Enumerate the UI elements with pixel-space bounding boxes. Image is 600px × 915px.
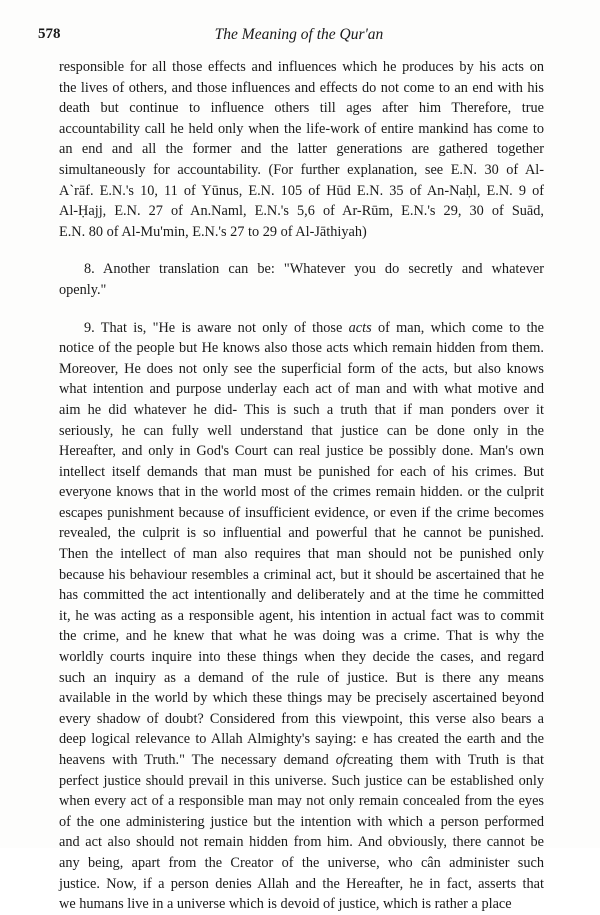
text-line: and act also should not remain hidden from him. And obviously, there cannot be (59, 834, 544, 851)
text-line: because his behaviour resembles a criminal act, but it should be ascertained that he (59, 566, 544, 583)
text-line: escapes punishment because of insufficient evidence, or even if the crime becomes (59, 504, 544, 521)
text-line: 8. Another translation can be: "Whatever you do secretly and whatever (84, 261, 544, 278)
text-line: everyone knows that in the world most of the crimes remain hidden. or the culprit (59, 484, 544, 501)
emphasis-text: of (335, 752, 347, 768)
text-line: Hereafter, and only in God's Court can real justice be possibly done. Man's own (59, 443, 544, 460)
text-line: the lives of others, and those influences and effects do not come to an end with his (59, 79, 544, 96)
text-line: deep logical relevance to Allah Almighty's saying: e has created the earth and the (59, 731, 544, 748)
text-line: revealed, the culprit is so influential and powerful that he cannot be punished. (59, 525, 544, 542)
text-line: responsible for all those effects and influences which he produces by his acts on (59, 59, 544, 75)
text-line: what intention and purpose underlay each act of man and with what motive and (59, 381, 544, 398)
text-line: aim he did whatever he did- This is such a truth that if man ponders over it (59, 401, 544, 418)
text-line: when every act of a responsible man may not only remain concealed from the eyes (59, 793, 544, 810)
text-line: simultaneously for accountability. (For further explanation, see E.N. 30 of Al- (59, 161, 544, 178)
text-line: has committed the act intentionally and deliberately and at the time he committed (59, 587, 544, 604)
paragraph-note-8 (59, 259, 544, 300)
text-line: such an inquiry as a demand of the rule of justice. But is there any means (59, 669, 544, 686)
text-line: death but continue to influence others till ages after him Therefore, true (59, 100, 544, 117)
text-line: notice of the people but He knows also those acts which remain hidden from them. (59, 340, 544, 357)
text-line: Al-Ḥajj, E.N. 27 of An.Naml, E.N.'s 5,6 of Ar-Rūm, E.N.'s 29, 30 of Suād, (59, 203, 544, 220)
running-title: The Meaning of the Qur'an (214, 26, 384, 43)
text-line: A`rāf. E.N.'s 10, 11 of Yūnus, E.N. 105 of Hūd E.N. 35 of An-Naḥl, E.N. 9 of (59, 182, 544, 199)
text-line: openly." (59, 281, 107, 298)
page-header (38, 26, 560, 46)
text-line: of the one administering justice but the intention with which a person performed (59, 813, 544, 830)
paragraph-note-9 (59, 318, 544, 915)
text-line: justice. Now, if a person denies Allah and the Hereafter, he in fact, asserts that (59, 875, 544, 892)
text-line: heavens with Truth." The necessary demand ofcreating them with Truth is that (59, 752, 544, 768)
text-line: worldly courts inquire into these things when they decide the cases, and regard (59, 649, 544, 666)
emphasis-text: acts (348, 319, 372, 336)
text-line: seriously, he can fully well understand that justice can be done only in the (59, 422, 544, 439)
text-line: accountability call he held only when the life-work of entire mankind has come to (59, 120, 544, 137)
text-line: any being, apart from the Creator of the universe, who cân administer such (59, 854, 544, 871)
text-line: Moreover, He does not only see the superficial form of the acts, but also knows (59, 360, 544, 377)
text-line: we humans live in a universe which is devoid of justice, which is rather a place (59, 896, 512, 913)
page-number: 578 (38, 26, 61, 42)
text-line: available in the world by which these things may be precisely ascertained beyond (59, 690, 544, 707)
text-line: E.N. 80 of Al-Mu'min, E.N.'s 27 to 29 of Al-Jāthiyah) (59, 223, 367, 240)
text-line: it, he was acting as a responsible agent, his intention in actual fact was to commit (59, 607, 544, 624)
page-body (59, 57, 544, 915)
text-line: an end and all the former and the latter generations are gathered together (59, 141, 544, 158)
text-line: 9. That is, "He is aware not only of those acts of man, which come to the (84, 319, 544, 336)
text-line: the crime, and he knew that what he was doing was a crime. That is why the (59, 628, 544, 645)
text-line: Then the intellect of man also requires that man should not be punished only (59, 546, 544, 563)
paragraph-note-continuation (59, 57, 544, 242)
text-line: every shadow of doubt? Considered from this viewpoint, this verse also bears a (59, 710, 544, 727)
text-line: intellect itself demands that man must be punished for each of his crimes. But (59, 463, 544, 480)
text-line: perfect justice should prevail in this universe. Such justice can be established only (59, 772, 544, 789)
